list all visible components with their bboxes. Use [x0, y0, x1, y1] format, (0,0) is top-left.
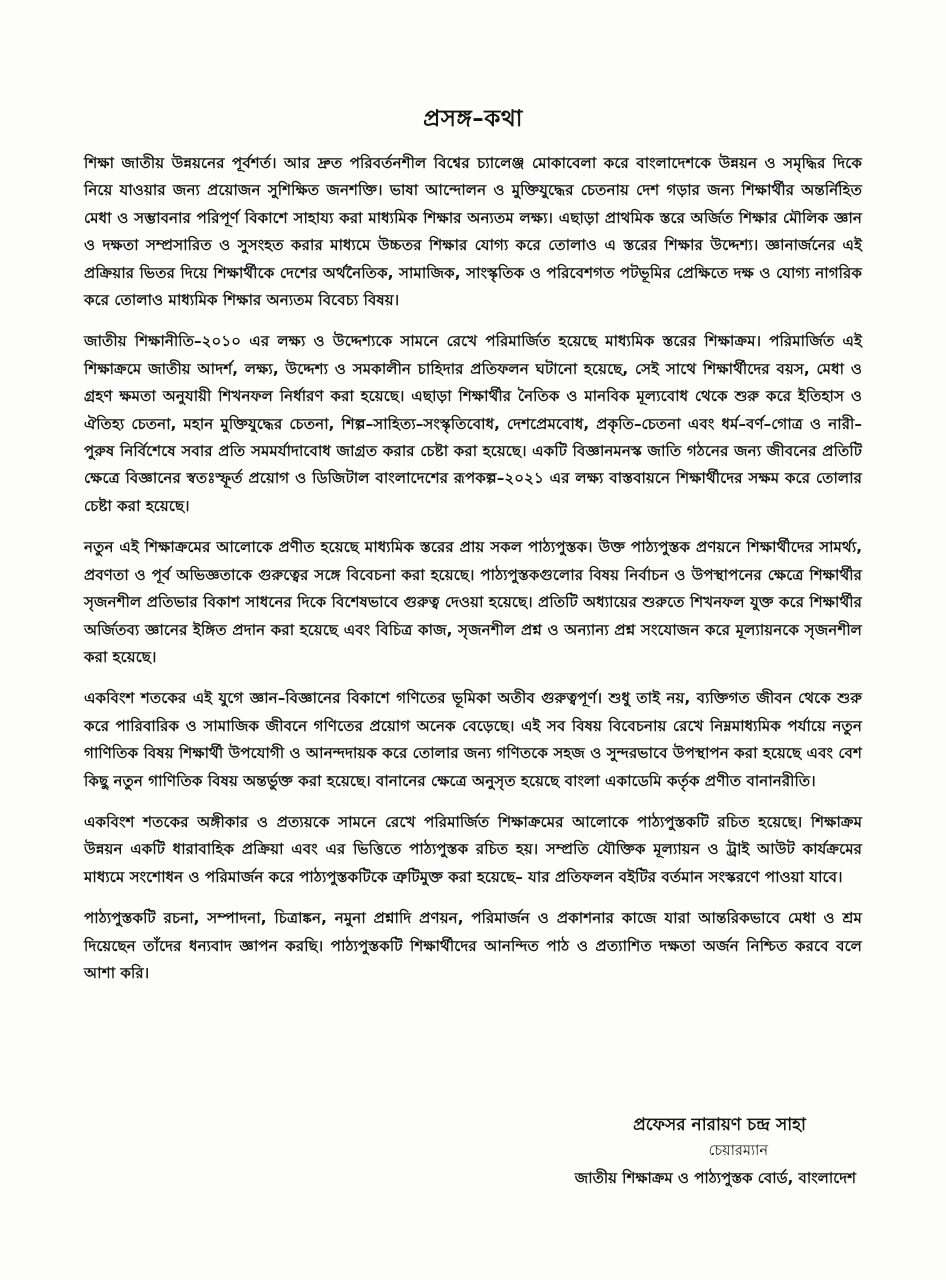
foreword-body: [84, 150, 862, 1001]
paragraph-6: পাঠ্যপুস্তকটি রচনা, সম্পাদনা, চিত্রাঙ্কন, নমুনা প্রশ্নাদি প্রণয়ন, পরিমার্জন ও প্রকাশনার কাজে যারা আন্তরিকভাবে মেধা ও শ্রম দিয়েছেন তাঁদের ধন্যবাদ জ্ঞাপন করছি। পাঠ্যপুস্তকটি শিক্ষার্থীদের আনন্দিত পাঠ ও প্রত্যাশিত দক্ষতা অর্জন নিশ্চিত করবে বলে আশা করি।: [84, 909, 862, 982]
paragraph-1: শিক্ষা জাতীয় উন্নয়নের পূর্বশর্ত। আর দ্রুত পরিবর্তনশীল বিশ্বের চ্যালেঞ্জ মোকাবেলা করে বাংলাদেশকে উন্নয়ন ও সমৃদ্ধির দিকে নিয়ে যাওয়ার জন্য প্রয়োজন সুশিক্ষিত জনশক্তি। ভাষা আন্দোলন ও মুক্তিযুদ্ধের চেতনায় দেশ গড়ার জন্য শিক্ষার্থীর অন্তর্নিহিত মেধা ও সম্ভাবনার পরিপূর্ণ বিকাশে সাহায্য করা মাধ্যমিক শিক্ষার অন্যতম লক্ষ্য। এছাড়া প্রাথমিক স্তরে অর্জিত শিক্ষার মৌলিক জ্ঞান ও দক্ষতা সম্প্রসারিত ও সুসংহত করার মাধ্যমে উচ্চতর শিক্ষার যোগ্য করে তোলাও এ স্তরের শিক্ষার উদ্দেশ্য। জ্ঞানার্জনের এই প্রক্রিয়ার ভিতর দিয়ে শিক্ষার্থীকে দেশের অর্থনৈতিক, সামাজিক, সাংস্কৃতিক ও পরিবেশগত পটভূমির প্রেক্ষিতে দক্ষ ও যোগ্য নাগরিক করে তোলাও মাধ্যমিক শিক্ষার অন্যতম বিবেচ্য বিষয়।: [84, 154, 862, 310]
signature-block: [575, 1112, 856, 1192]
paragraph-2: জাতীয় শিক্ষানীতি–২০১০ এর লক্ষ্য ও উদ্দেশ্যকে সামনে রেখে পরিমার্জিত হয়েছে মাধ্যমিক স্তরের শিক্ষাক্রম। পরিমার্জিত এই শিক্ষাক্রমে জাতীয় আদর্শ, লক্ষ্য, উদ্দেশ্য ও সমকালীন চাহিদার প্রতিফলন ঘটানো হয়েছে, সেই সাথে শিক্ষার্থীদের বয়স, মেধা ও গ্রহণ ক্ষমতা অনুযায়ী শিখনফল নির্ধারণ করা হয়েছে। এছাড়া শিক্ষার্থীর নৈতিক ও মানবিক মূল্যবোধ থেকে শুরু করে ইতিহাস ও ঐতিহ্য চেতনা, মহান মুক্তিযুদ্ধের চেতনা, শিল্প–সাহিত্য–সংস্কৃতিবোধ, দেশপ্রেমবোধ, প্রকৃতি–চেতনা এবং ধর্ম–বর্ণ–গোত্র ও নারী–পুরুষ নির্বিশেষে সবার প্রতি সমমর্যাদাবোধ জাগ্রত করার চেষ্টা করা হয়েছে। একটি বিজ্ঞানমনস্ক জাতি গঠনের জন্য জীবনের প্রতিটি ক্ষেত্রে বিজ্ঞানের স্বতঃস্ফূর্ত প্রয়োগ ও ডিজিটাল বাংলাদেশের রূপকল্প–২০২১ এর লক্ষ্য বাস্তবায়নে শিক্ষার্থীদের সক্ষম করে তোলার চেষ্টা করা হয়েছে।: [84, 332, 862, 515]
signatory-name: প্রফেসর নারায়ণ চন্দ্র সাহা: [633, 1115, 806, 1135]
paragraph-5: একবিংশ শতকের অঙ্গীকার ও প্রত্যয়কে সামনে রেখে পরিমার্জিত শিক্ষাক্রমের আলোকে পাঠ্যপুস্তকটি রচিত হয়েছে। শিক্ষাক্রম উন্নয়ন একটি ধারাবাহিক প্রক্রিয়া এবং এর ভিত্তিতে পাঠ্যপুস্তক রচিত হয়। সম্প্রতি যৌক্তিক মূল্যায়ন ও ট্রাই আউট কার্যক্রমের মাধ্যমে সংশোধন ও পরিমার্জন করে পাঠ্যপুস্তকটিকে ত্রুটিমুক্ত করা হয়েছে– যার প্রতিফলন বইটির বর্তমান সংস্করণে পাওয়া যাবে।: [84, 812, 862, 886]
paragraph-3: নতুন এই শিক্ষাক্রমের আলোকে প্রণীত হয়েছে মাধ্যমিক স্তরের প্রায় সকল পাঠ্যপুস্তক। উক্ত পাঠ্যপুস্তক প্রণয়নে শিক্ষার্থীদের সামর্থ্য, প্রবণতা ও পূর্ব অভিজ্ঞতাকে গুরুত্বের সঙ্গে বিবেচনা করা হয়েছে। পাঠ্যপুস্তকগুলোর বিষয় নির্বাচন ও উপস্থাপনের ক্ষেত্রে শিক্ষার্থীর সৃজনশীল প্রতিভার বিকাশ সাধনের দিকে বিশেষভাবে গুরুত্ব দেওয়া হয়েছে। প্রতিটি অধ্যায়ের শুরুতে শিখনফল যুক্ত করে শিক্ষার্থীর অর্জিতব্য জ্ঞানের ইঙ্গিত প্রদান করা হয়েছে এবং বিচিত্র কাজ, সৃজনশীল প্রশ্ন ও অন্যান্য প্রশ্ন সংযোজন করে মূল্যায়নকে সৃজনশীল করা হয়েছে।: [84, 538, 862, 666]
signatory-role: চেয়ারম্যান: [708, 1143, 768, 1159]
signatory-organization: জাতীয় শিক্ষাক্রম ও পাঠ্যপুস্তক বোর্ড, বাংলাদেশ: [574, 1169, 856, 1187]
page-title: প্রসঙ্গ–কথা: [423, 106, 523, 132]
paragraph-4: একবিংশ শতকের এই যুগে জ্ঞান–বিজ্ঞানের বিকাশে গণিতের ভূমিকা অতীব গুরুত্বপূর্ণ। শুধু তাই নয়, ব্যক্তিগত জীবন থেকে শুরু করে পারিবারিক ও সামাজিক জীবনে গণিতের প্রয়োগ অনেক বেড়েছে। এই সব বিষয় বিবেচনায় রেখে নিম্নমাধ্যমিক পর্যায়ে নতুন গাণিতিক বিষয় শিক্ষার্থী উপযোগী ও আনন্দদায়ক করে তোলার জন্য গণিতকে সহজ ও সুন্দরভাবে উপস্থাপন করা হয়েছে এবং বেশ কিছু নতুন গাণিতিক বিষয় অন্তর্ভুক্ত করা হয়েছে। বানানের ক্ষেত্রে অনুসৃত হয়েছে বাংলা একাডেমি কর্তৃক প্রণীত বানানরীতি।: [84, 689, 862, 790]
